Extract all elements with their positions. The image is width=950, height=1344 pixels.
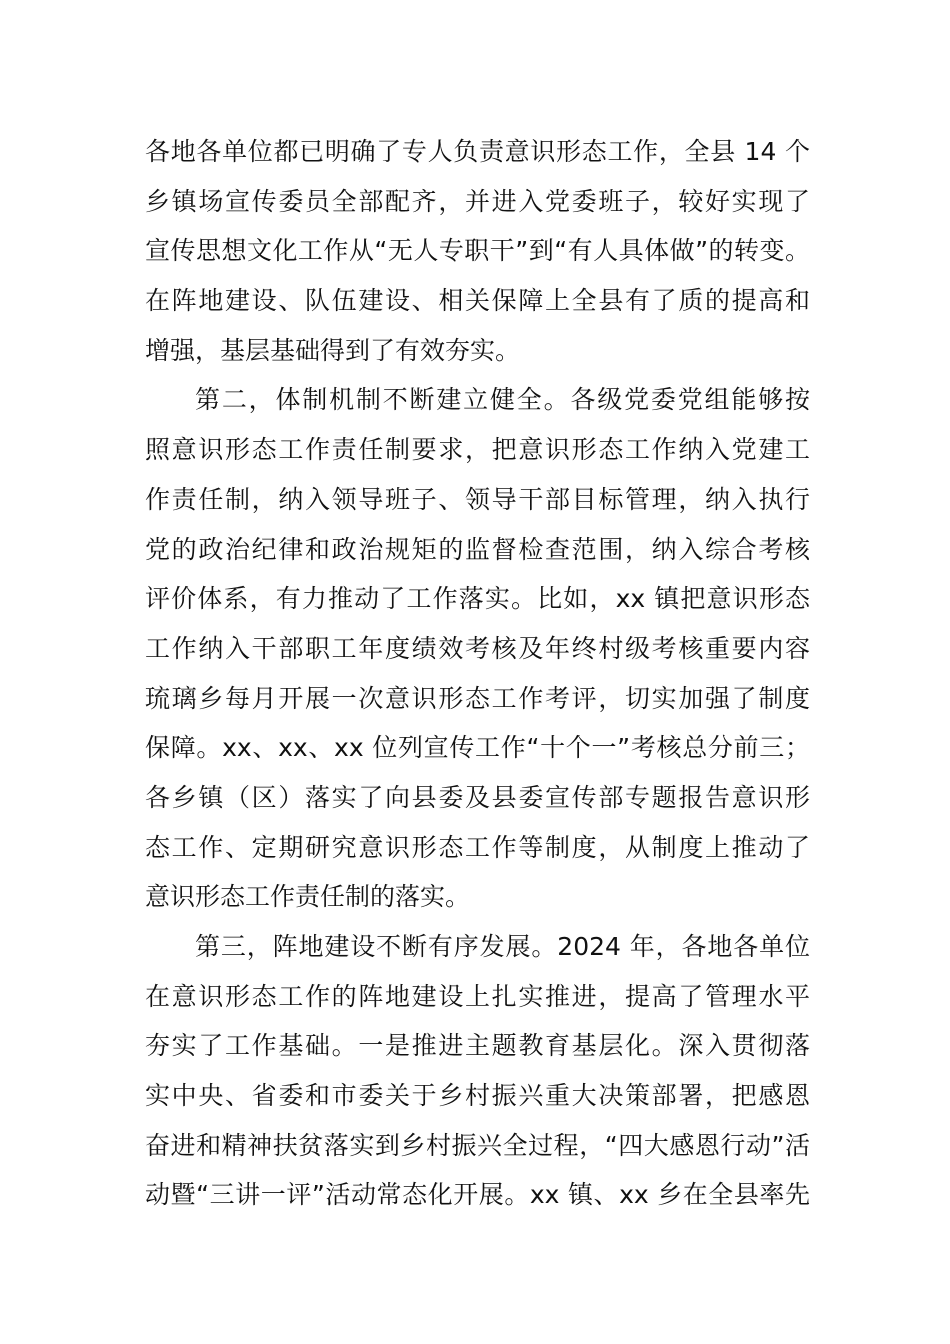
- text-line: 宣传思想文化工作从“无人专职干”到“有人具体做”的转变。: [145, 236, 810, 266]
- text-line: 意识形态工作责任制的落实。: [145, 882, 471, 912]
- text-line: 在阵地建设、队伍建设、相关保障上全县有了质的提高和: [145, 286, 810, 316]
- text-line: 照意识形态工作责任制要求，把意识形态工作纳入党建工: [145, 435, 810, 465]
- text-line: 在意识形态工作的阵地建设上扎实推进，提高了管理水平: [145, 981, 810, 1011]
- text-line: 第三，阵地建设不断有序发展。2024 年，各地各单位: [195, 932, 810, 961]
- text-line: 各乡镇（区）落实了向县委及县委宣传部专题报告意识形: [145, 782, 810, 812]
- text-line: 动暨“三讲一评”活动常态化开展。xx 镇、xx 乡在全县率先: [145, 1180, 810, 1210]
- text-line: 奋进和精神扶贫落实到乡村振兴全过程，“四大感恩行动”活: [145, 1130, 810, 1160]
- text-line: 党的政治纪律和政治规矩的监督检查范围，纳入综合考核: [145, 534, 810, 564]
- text-line: 增强，基层基础得到了有效夯实。: [145, 335, 521, 365]
- document-body: [145, 127, 810, 1220]
- text-line: 工作纳入干部职工年度绩效考核及年终村级考核重要内容: [145, 633, 810, 663]
- text-line: 实中央、省委和市委关于乡村振兴重大决策部署，把感恩: [145, 1081, 810, 1111]
- paragraph-2: [145, 375, 810, 922]
- text-line: 作责任制，纳入领导班子、领导干部目标管理，纳入执行: [145, 484, 810, 514]
- text-line: 态工作、定期研究意识形态工作等制度，从制度上推动了: [145, 832, 810, 862]
- text-line: 第二，体制机制不断建立健全。各级党委党组能够按: [195, 385, 810, 415]
- paragraph-3: [145, 922, 810, 1220]
- text-line: 各地各单位都已明确了专人负责意识形态工作，全县 14 个: [145, 137, 810, 166]
- text-line: 乡镇场宣传委员全部配齐，并进入党委班子，较好实现了: [145, 186, 810, 216]
- text-line: 琉璃乡每月开展一次意识形态工作考评，切实加强了制度: [145, 683, 810, 713]
- paragraph-1-continued: [145, 127, 810, 375]
- text-line: 保障。xx、xx、xx 位列宣传工作“十个一”考核总分前三；: [145, 733, 810, 763]
- text-line: 夯实了工作基础。一是推进主题教育基层化。深入贯彻落: [145, 1031, 810, 1061]
- text-line: 评价体系，有力推动了工作落实。比如，xx 镇把意识形态: [145, 584, 810, 614]
